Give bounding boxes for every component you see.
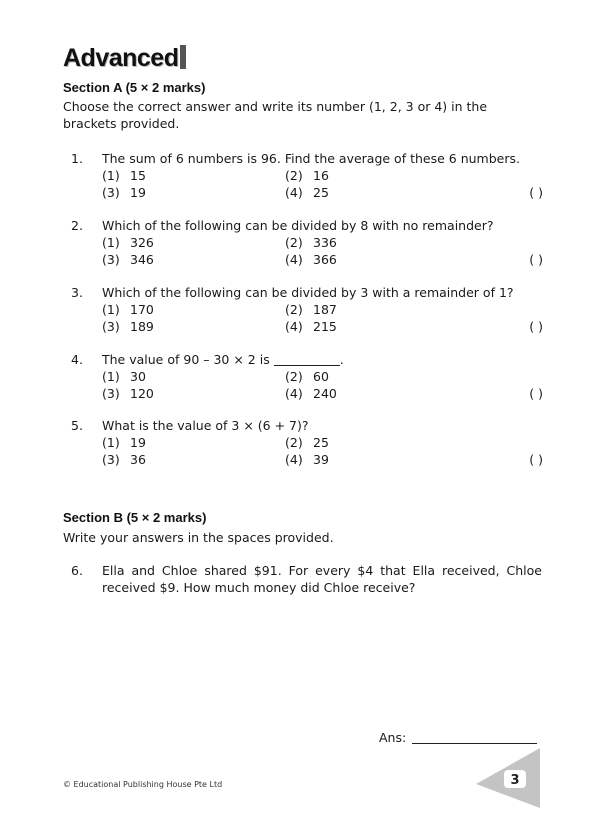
question-number: 3. <box>71 285 83 300</box>
page-title: Advanced <box>63 44 179 72</box>
answer-bracket[interactable]: ( ) <box>529 252 543 267</box>
question-text: Which of the following can be divided by 3 with a remainder of 1? <box>102 285 514 300</box>
question-6 <box>63 562 543 598</box>
question-text: What is the value of 3 × (6 + 7)? <box>102 418 309 433</box>
page-title-block <box>63 44 186 73</box>
question-number: 5. <box>71 418 83 433</box>
answer-bracket[interactable]: ( ) <box>529 319 543 334</box>
option-4: (4) 240 <box>285 386 337 401</box>
option-2: (2) 16 <box>285 168 329 183</box>
question-number: 4. <box>71 352 83 367</box>
option-1: (1) 19 <box>102 435 146 450</box>
option-4: (4) 39 <box>285 452 329 467</box>
answer-bracket[interactable]: ( ) <box>529 452 543 467</box>
question-text: Which of the following can be divided by 8 with no remainder? <box>102 218 494 233</box>
section-b-instructions: Write your answers in the spaces provided. <box>63 530 334 545</box>
option-3: (3) 189 <box>102 319 154 334</box>
option-2: (2) 25 <box>285 435 329 450</box>
option-2: (2) 187 <box>285 302 337 317</box>
question-1 <box>63 150 543 202</box>
question-text: Ella and Chloe shared $91. For every $4 that Ella received, Chloe received $9. How much money did Chloe receive? <box>102 563 542 595</box>
answer-input-line[interactable] <box>412 731 537 744</box>
question-2 <box>63 217 543 269</box>
answer-bracket[interactable]: ( ) <box>529 185 543 200</box>
option-3: (3) 346 <box>102 252 154 267</box>
option-4: (4) 215 <box>285 319 337 334</box>
question-text: The sum of 6 numbers is 96. Find the average of these 6 numbers. <box>102 151 520 166</box>
answer-bracket[interactable]: ( ) <box>529 386 543 401</box>
answer-line <box>379 730 537 745</box>
option-1: (1) 170 <box>102 302 154 317</box>
option-2: (2) 60 <box>285 369 329 384</box>
option-1: (1) 326 <box>102 235 154 250</box>
option-1: (1) 30 <box>102 369 146 384</box>
page-number: 3 <box>510 773 520 788</box>
question-number: 1. <box>71 151 83 166</box>
answer-label: Ans: <box>379 730 407 745</box>
question-number: 6. <box>71 563 83 578</box>
question-number: 2. <box>71 218 83 233</box>
option-3: (3) 36 <box>102 452 146 467</box>
question-3 <box>63 284 543 336</box>
question-text: The value of 90 – 30 × 2 is . <box>102 352 344 367</box>
fill-in-blank[interactable] <box>274 353 340 366</box>
copyright-footer: © Educational Publishing House Pte Ltd <box>63 780 223 789</box>
option-4: (4) 25 <box>285 185 329 200</box>
section-b-heading: Section B (5 × 2 marks) <box>63 510 207 525</box>
section-a-instructions: Choose the correct answer and write its number (1, 2, 3 or 4) in the brackets provided. <box>63 99 488 131</box>
page-triangle-icon <box>476 748 542 808</box>
option-3: (3) 120 <box>102 386 154 401</box>
option-1: (1) 15 <box>102 168 146 183</box>
option-2: (2) 336 <box>285 235 337 250</box>
section-a-heading: Section A (5 × 2 marks) <box>63 80 206 95</box>
question-5 <box>63 417 543 469</box>
option-3: (3) 19 <box>102 185 146 200</box>
option-4: (4) 366 <box>285 252 337 267</box>
page-number-badge <box>476 748 542 812</box>
title-accent-bar <box>180 45 186 69</box>
question-4 <box>63 351 543 403</box>
